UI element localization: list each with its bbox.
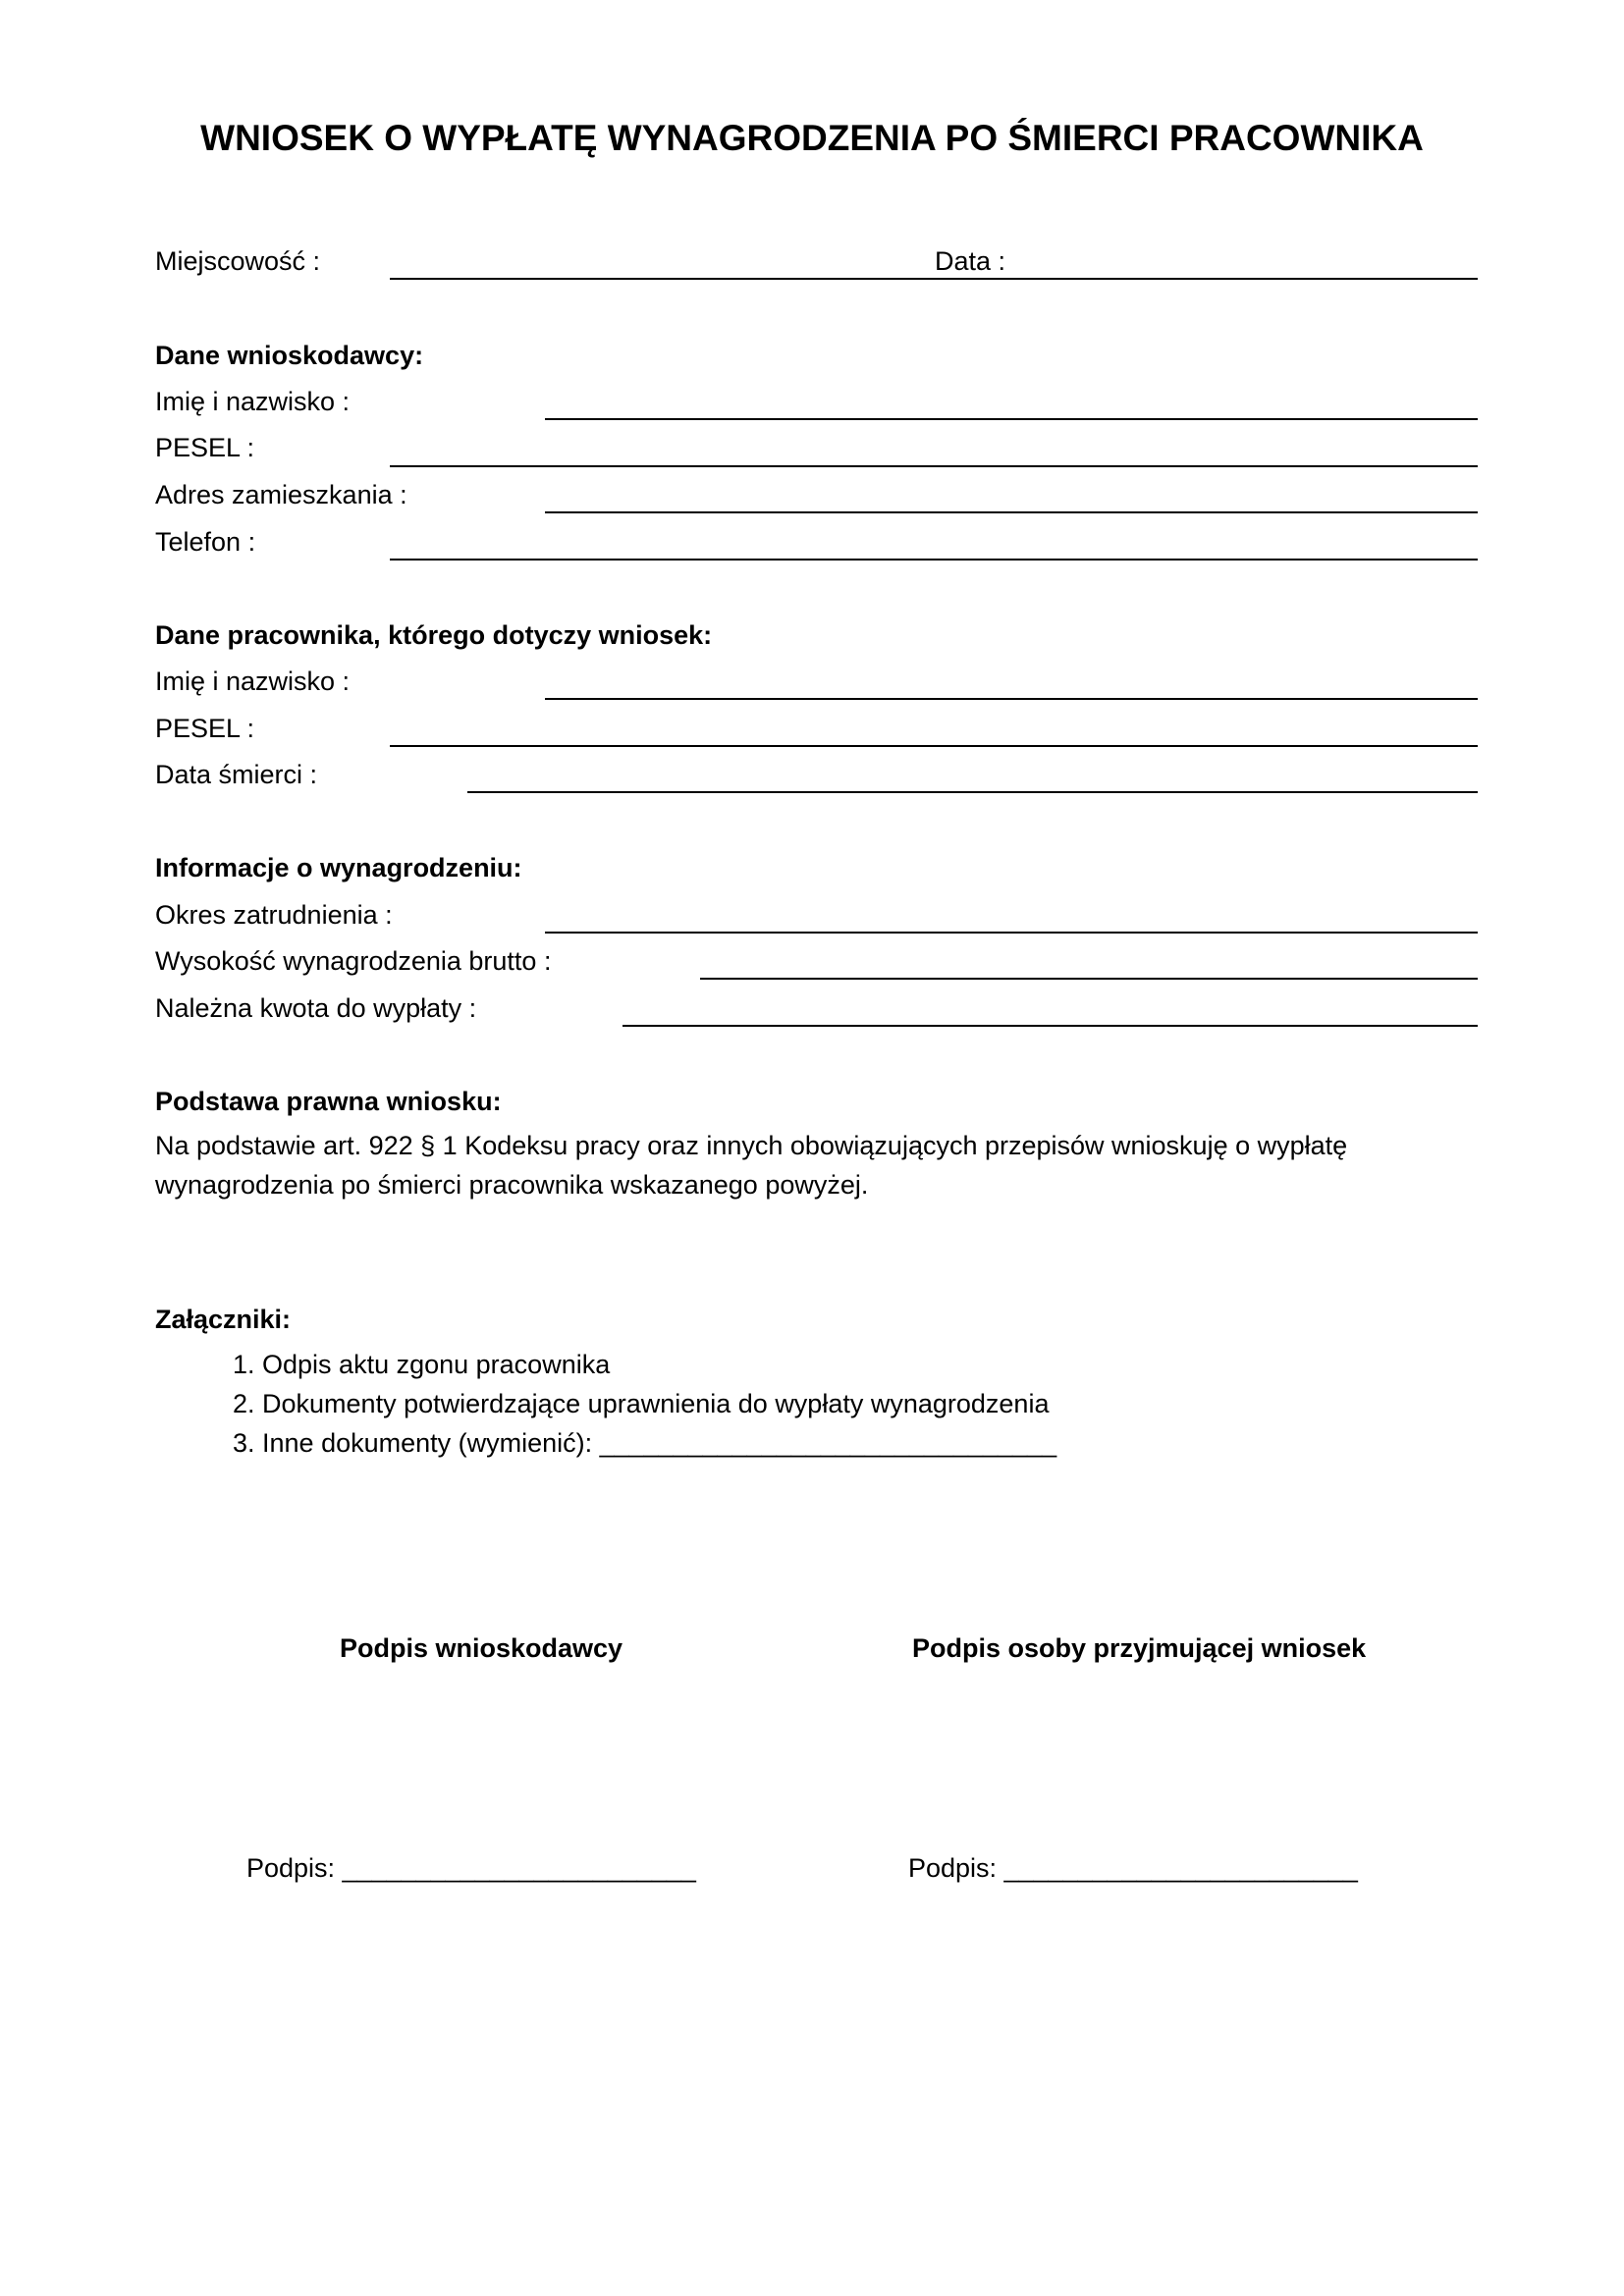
receiver-signature-heading: Podpis osoby przyjmującej wniosek (912, 1633, 1367, 1663)
amount-due-field-line[interactable] (623, 1025, 1478, 1027)
applicant-signature-line[interactable]: Podpis: ________________________ (246, 1853, 696, 1883)
date-label: Data : (935, 246, 1006, 276)
employee-pesel-label: PESEL : (155, 714, 255, 743)
attachments-list (233, 1345, 1056, 1463)
applicant-address-label: Adres zamieszkania : (155, 480, 407, 509)
employment-period-label: Okres zatrudnienia : (155, 900, 393, 930)
applicant-name-label: Imię i nazwisko : (155, 387, 351, 416)
attachment-item-3[interactable]: 3. Inne dokumenty (wymienić): _______________________________ (233, 1428, 1057, 1458)
employee-pesel-field-line[interactable] (390, 745, 1478, 747)
employment-period-field-line[interactable] (545, 932, 1478, 934)
applicant-signature-heading: Podpis wnioskodawcy (340, 1633, 623, 1663)
applicant-pesel-label: PESEL : (155, 433, 255, 462)
applicant-section-heading: Dane wnioskodawcy: (155, 341, 424, 370)
attachment-item-2: 2. Dokumenty potwierdzające uprawnienia do wypłaty wynagrodzenia (233, 1389, 1050, 1418)
salary-section-heading: Informacje o wynagrodzeniu: (155, 853, 522, 882)
place-label: Miejscowość : (155, 246, 321, 276)
gross-salary-field-line[interactable] (700, 978, 1478, 980)
employee-death-date-label: Data śmierci : (155, 760, 318, 789)
attachments-heading: Załączniki: (155, 1305, 292, 1334)
applicant-address-field-line[interactable] (545, 511, 1478, 513)
applicant-phone-field-line[interactable] (390, 559, 1478, 561)
legal-basis-heading: Podstawa prawna wniosku: (155, 1087, 502, 1116)
employee-name-label: Imię i nazwisko : (155, 667, 351, 696)
receiver-signature-line[interactable]: Podpis: ________________________ (908, 1853, 1358, 1883)
amount-due-label: Należna kwota do wypłaty : (155, 993, 477, 1023)
document-title: WNIOSEK O WYPŁATĘ WYNAGRODZENIA PO ŚMIERCI PRACOWNIKA (200, 118, 1424, 158)
applicant-pesel-field-line[interactable] (390, 465, 1478, 467)
applicant-phone-label: Telefon : (155, 527, 256, 557)
employee-section-heading: Dane pracownika, którego dotyczy wniosek: (155, 620, 713, 650)
legal-basis-text: Na podstawie art. 922 § 1 Kodeksu pracy oraz innych obowiązujących przepisów wnioskuję o wypłatę wynagrodzenia po śmierci pracownika wskazanego powyżej. (155, 1131, 1348, 1200)
place-date-field-line[interactable] (390, 278, 1478, 280)
employee-name-field-line[interactable] (545, 698, 1478, 700)
employee-death-date-field-line[interactable] (467, 791, 1478, 793)
gross-salary-label: Wysokość wynagrodzenia brutto : (155, 946, 552, 976)
attachment-item-1: 1. Odpis aktu zgonu pracownika (233, 1350, 611, 1379)
applicant-name-field-line[interactable] (545, 418, 1478, 420)
